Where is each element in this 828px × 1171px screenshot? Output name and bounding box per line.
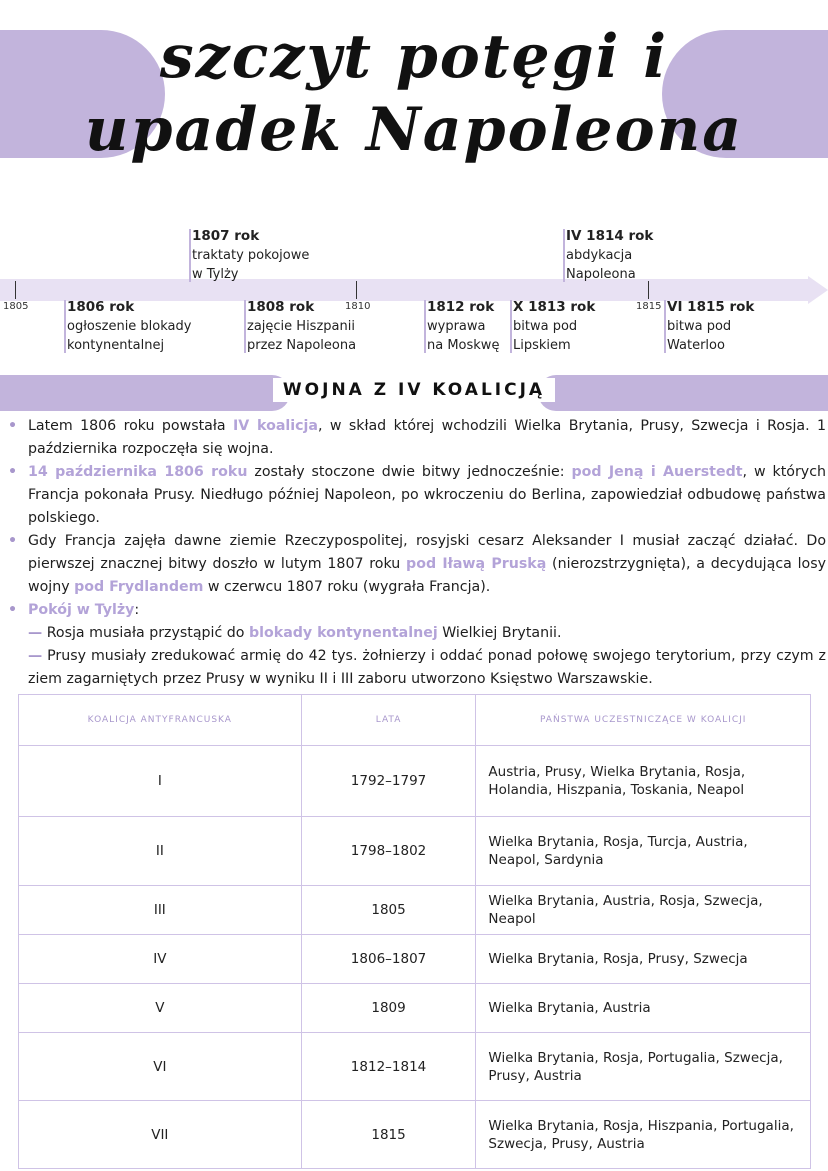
table-cell-years: 1798–1802 <box>301 817 476 886</box>
highlight: blokady kontynentalnej <box>249 625 438 641</box>
dash-icon: — <box>28 625 43 641</box>
paragraph-iv-coalition <box>8 415 826 461</box>
table-cell-years: 1815 <box>301 1101 476 1169</box>
timeline-event-1813 <box>513 298 595 355</box>
table-row <box>19 746 811 817</box>
table-cell-coalition: II <box>19 817 302 886</box>
table-row <box>19 984 811 1033</box>
table-cell-coalition: IV <box>19 935 302 984</box>
timeline-event-year: 1808 rok <box>247 299 315 315</box>
table-cell-years: 1806–1807 <box>301 935 476 984</box>
timeline-event-1812 <box>427 298 499 355</box>
timeline-event-desc: abdykacja <box>566 248 633 263</box>
timeline-event-year: X 1813 rok <box>513 299 596 315</box>
timeline-event-marker <box>664 300 666 353</box>
table-cell-states: Wielka Brytania, Rosja, Hiszpania, Portugalia, Szwecja, Prusy, Austria <box>476 1101 811 1169</box>
bullet-icon: • <box>8 533 18 549</box>
table-header-cell: PAŃSTWA UCZESTNICZĄCE W KOALICJI <box>476 695 811 746</box>
bullet-icon: • <box>8 464 18 480</box>
timeline-event-desc: Waterloo <box>667 338 725 353</box>
timeline-event-desc: bitwa pod <box>513 319 578 334</box>
text: : <box>134 602 140 618</box>
timeline-event-desc: bitwa pod <box>667 319 732 334</box>
timeline-event-desc: zajęcie Hiszpanii <box>247 319 355 334</box>
table-cell-coalition: I <box>19 746 302 817</box>
coalitions-table <box>18 694 811 1169</box>
article-body <box>8 415 826 691</box>
text: , w skład której wchodzili Wielka Brytania, Prusy, Szwecja i Rosja. 1 października rozpoczęła się wojna. <box>28 418 826 457</box>
section-title <box>0 380 828 400</box>
timeline-event-desc: kontynentalnej <box>67 338 165 353</box>
timeline-tick <box>15 281 16 299</box>
paragraph-jena <box>8 461 826 530</box>
timeline-event-desc: wyprawa <box>427 319 486 334</box>
table-header-row <box>19 695 811 746</box>
timeline-tick-label: 1805 <box>3 301 29 312</box>
page-title-line-1: szczyt potęgi i <box>159 22 669 92</box>
timeline-event-desc: na Moskwę <box>427 338 500 353</box>
text: Gdy Francja zajęła dawne ziemie Rzeczypospolitej, rosyjski cesarz Aleksander I musiał zacząć działać. Do pierwszej znacznej bitwy doszło w lutym 1807 roku <box>28 533 826 572</box>
timeline-event-marker <box>510 300 512 353</box>
timeline-tick <box>356 281 357 299</box>
timeline-tick-label: 1810 <box>345 301 371 312</box>
highlight: pod Jeną i Auerstedt <box>571 464 743 480</box>
table-cell-years: 1805 <box>301 886 476 935</box>
timeline-event-1808 <box>247 298 356 355</box>
text: w czerwcu 1807 roku (wygrała Francja). <box>203 579 491 595</box>
table-cell-coalition: VI <box>19 1033 302 1101</box>
timeline-event-year: IV 1814 rok <box>566 228 654 244</box>
timeline-event-marker <box>189 229 191 282</box>
table-row <box>19 817 811 886</box>
timeline-event-marker <box>563 229 565 282</box>
text: Prusy musiały zredukować armię do 42 tys. żołnierzy i oddać ponad połowę swojego terytorium, przy czym z ziem zagarniętych przez Prusy w wyniku II i III zaboru utworzono Księstwo Warszawskie. <box>28 648 826 687</box>
table-cell-states: Wielka Brytania, Austria, Rosja, Szwecja, Neapol <box>476 886 811 935</box>
table-row <box>19 935 811 984</box>
timeline-event-1807 <box>192 227 309 284</box>
section-title-text: WOJNA Z IV KOALICJĄ <box>273 378 555 402</box>
timeline-event-1814 <box>566 227 653 284</box>
table-cell-years: 1812–1814 <box>301 1033 476 1101</box>
bullet-icon: • <box>8 418 18 434</box>
table-cell-states: Wielka Brytania, Rosja, Prusy, Szwecja <box>476 935 811 984</box>
table-cell-states: Austria, Prusy, Wielka Brytania, Rosja, Holandia, Hiszpania, Toskania, Neapol <box>476 746 811 817</box>
timeline-event-1815 <box>667 298 754 355</box>
highlight: pod Frydlandem <box>74 579 204 595</box>
text: Rosja musiała przystąpić do <box>42 625 249 641</box>
table-row <box>19 886 811 935</box>
timeline-event-marker <box>244 300 246 353</box>
table-cell-coalition: V <box>19 984 302 1033</box>
timeline-event-year: VI 1815 rok <box>667 299 755 315</box>
table-header-cell: KOALICJA ANTYFRANCUSKA <box>19 695 302 746</box>
page-title-line-2: upadek Napoleona <box>84 95 744 165</box>
table-row <box>19 1101 811 1169</box>
text: , w których Francja pokonała Prusy. Niedługo później Napoleon, po wkroczeniu do Berlina, zapowiedział odbudowę państwa polskiego. <box>28 464 826 526</box>
timeline-event-marker <box>424 300 426 353</box>
timeline-event-desc: ogłoszenie blokady <box>67 319 192 334</box>
timeline-event-marker <box>64 300 66 353</box>
timeline-event-year: 1806 rok <box>67 299 135 315</box>
table-header-cell: LATA <box>301 695 476 746</box>
text: (nierozstrzygnięta), a decydująca losy wojny <box>28 556 827 595</box>
table-cell-states: Wielka Brytania, Rosja, Portugalia, Szwecja, Prusy, Austria <box>476 1033 811 1101</box>
paragraph-tilsit <box>8 599 826 622</box>
highlight: 14 października 1806 roku <box>28 464 248 480</box>
table-cell-states: Wielka Brytania, Austria <box>476 984 811 1033</box>
table-cell-years: 1792–1797 <box>301 746 476 817</box>
timeline-event-1806 <box>67 298 191 355</box>
dash-icon: — <box>28 648 43 664</box>
timeline-event-year: 1807 rok <box>192 228 260 244</box>
text: Latem 1806 roku powstała <box>28 418 233 434</box>
timeline-arrow-icon <box>808 276 828 304</box>
timeline-event-desc: Napoleona <box>566 267 636 282</box>
table-cell-coalition: VII <box>19 1101 302 1169</box>
table-row <box>19 1033 811 1101</box>
table-cell-coalition: III <box>19 886 302 935</box>
timeline-event-year: 1812 rok <box>427 299 495 315</box>
highlight: Pokój w Tylży <box>28 602 135 618</box>
text: Wielkiej Brytanii. <box>437 625 562 641</box>
paragraph-tilsit-russia <box>8 622 826 645</box>
timeline-event-desc: Lipskiem <box>513 338 571 353</box>
timeline-event-desc: traktaty pokojowe <box>192 248 310 263</box>
table-cell-states: Wielka Brytania, Rosja, Turcja, Austria, Neapol, Sardynia <box>476 817 811 886</box>
text: zostały stoczone dwie bitwy jednocześnie: <box>247 464 572 480</box>
paragraph-russia <box>8 530 826 599</box>
table-cell-years: 1809 <box>301 984 476 1033</box>
timeline-event-desc: przez Napoleona <box>247 338 357 353</box>
timeline-event-desc: w Tylży <box>192 267 239 282</box>
highlight: IV koalicja <box>232 418 318 434</box>
highlight: pod Iławą Pruską <box>406 556 547 572</box>
paragraph-tilsit-prussia <box>8 645 826 691</box>
bullet-icon: • <box>8 602 18 618</box>
timeline-tick-label: 1815 <box>636 301 662 312</box>
